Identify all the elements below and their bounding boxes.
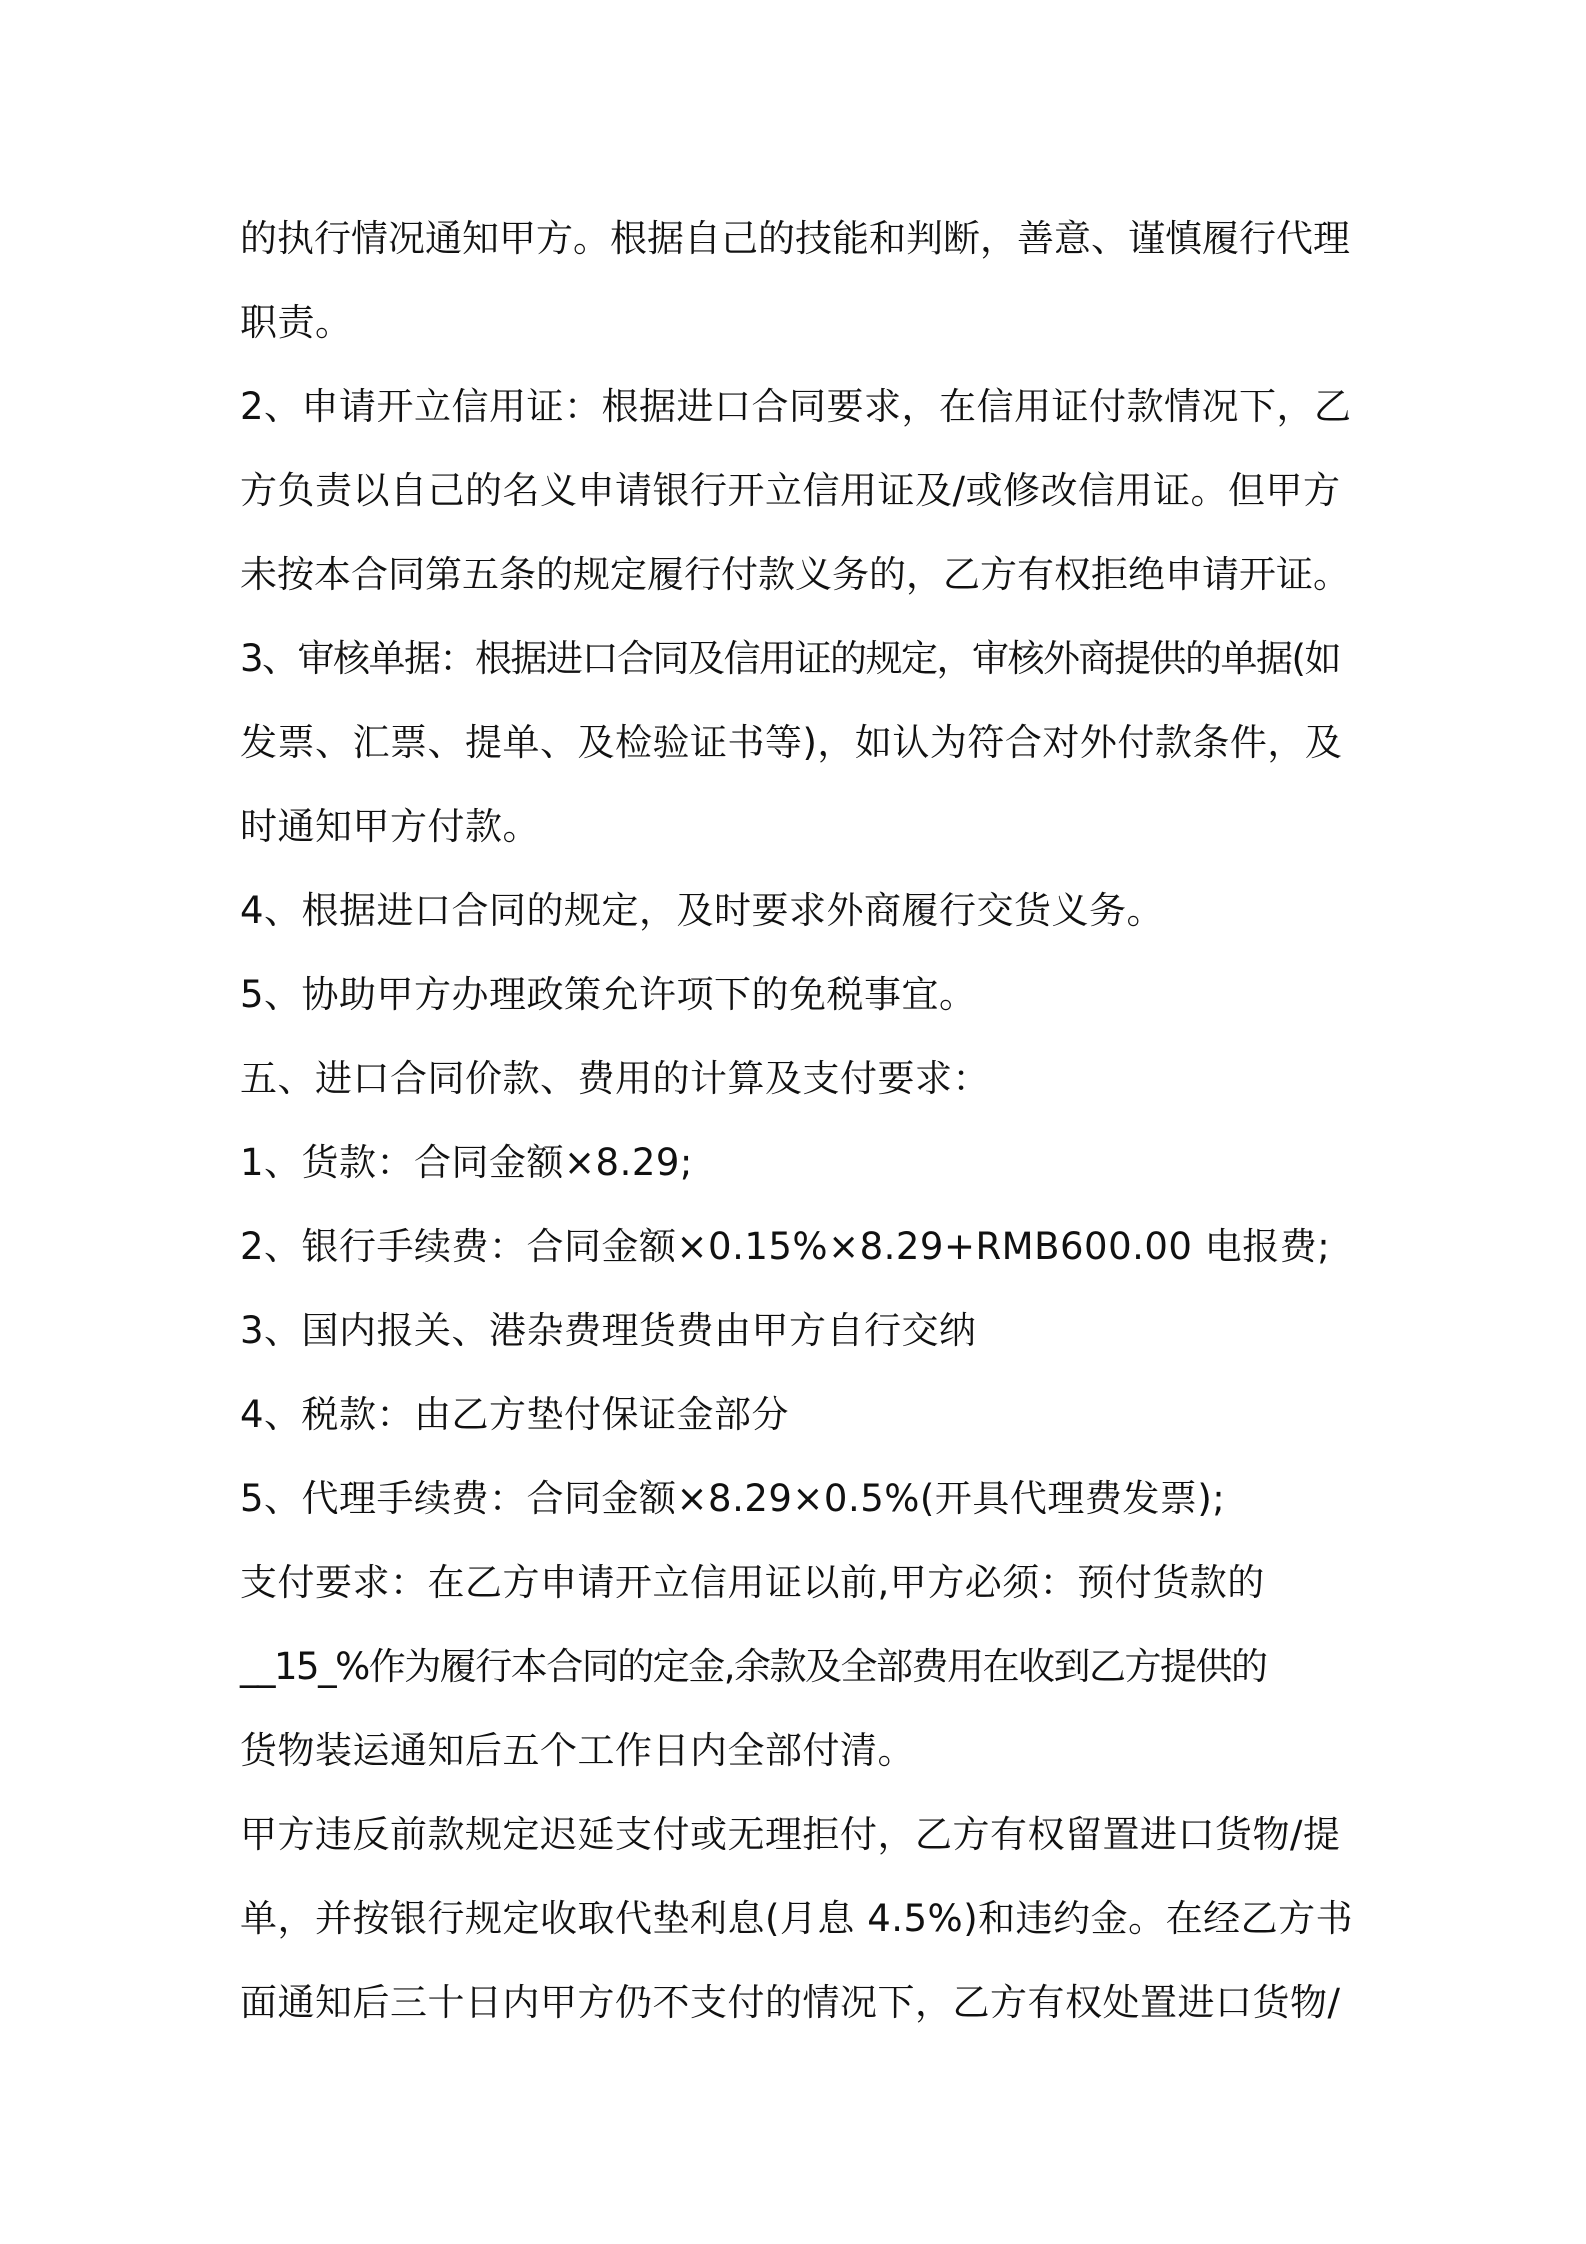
paragraph-line: 方负责以自己的名义申请银行开立信用证及/或修改信用证。但甲方 <box>240 469 1341 512</box>
paragraph-line: 的执行情况通知甲方。根据自己的技能和判断，善意、谨慎履行代理 <box>240 217 1350 260</box>
paragraph-line: 职责。 <box>240 301 353 344</box>
section-heading: 五、进口合同价款、费用的计算及支付要求： <box>240 1057 990 1100</box>
paragraph-line: 单，并按银行规定收取代垫利息(月息 4.5%)和违约金。在经乙方书 <box>240 1897 1354 1940</box>
paragraph-line: 2、申请开立信用证：根据进口合同要求，在信用证付款情况下，乙 <box>240 385 1352 428</box>
paragraph-line: 3、审核单据：根据进口合同及信用证的规定，审核外商提供的单据(如 <box>240 637 1340 680</box>
paragraph-line: 货物装运通知后五个工作日内全部付清。 <box>240 1729 915 1772</box>
paragraph-line: 3、国内报关、港杂费理货费由甲方自行交纳 <box>240 1309 977 1352</box>
paragraph-line: 5、代理手续费：合同金额×8.29×0.5%(开具代理费发票); <box>240 1477 1226 1520</box>
paragraph-line: 未按本合同第五条的规定履行付款义务的，乙方有权拒绝申请开证。 <box>240 553 1350 596</box>
paragraph-line: 4、税款：由乙方垫付保证金部分 <box>240 1393 790 1436</box>
paragraph-line: 1、货款：合同金额×8.29; <box>240 1141 693 1184</box>
paragraph-line: 时通知甲方付款。 <box>240 805 540 848</box>
paragraph-line: 2、银行手续费：合同金额×0.15%×8.29+RMB600.00 电报费; <box>240 1225 1331 1268</box>
paragraph-line: __15_%作为履行本合同的定金,余款及全部费用在收到乙方提供的 <box>240 1645 1267 1688</box>
paragraph-line: 面通知后三十日内甲方仍不支付的情况下，乙方有权处置进口货物/ <box>240 1981 1341 2024</box>
contract-body <box>240 197 1360 2045</box>
paragraph-line: 发票、汇票、提单、及检验证书等)，如认为符合对外付款条件，及 <box>240 721 1343 764</box>
paragraph-line: 甲方违反前款规定迟延支付或无理拒付，乙方有权留置进口货物/提 <box>240 1813 1341 1856</box>
paragraph-line: 支付要求：在乙方申请开立信用证以前,甲方必须：预付货款的 <box>240 1561 1265 1604</box>
paragraph-line: 4、根据进口合同的规定，及时要求外商履行交货义务。 <box>240 889 1165 932</box>
paragraph-line: 5、协助甲方办理政策允许项下的免税事宜。 <box>240 973 977 1016</box>
